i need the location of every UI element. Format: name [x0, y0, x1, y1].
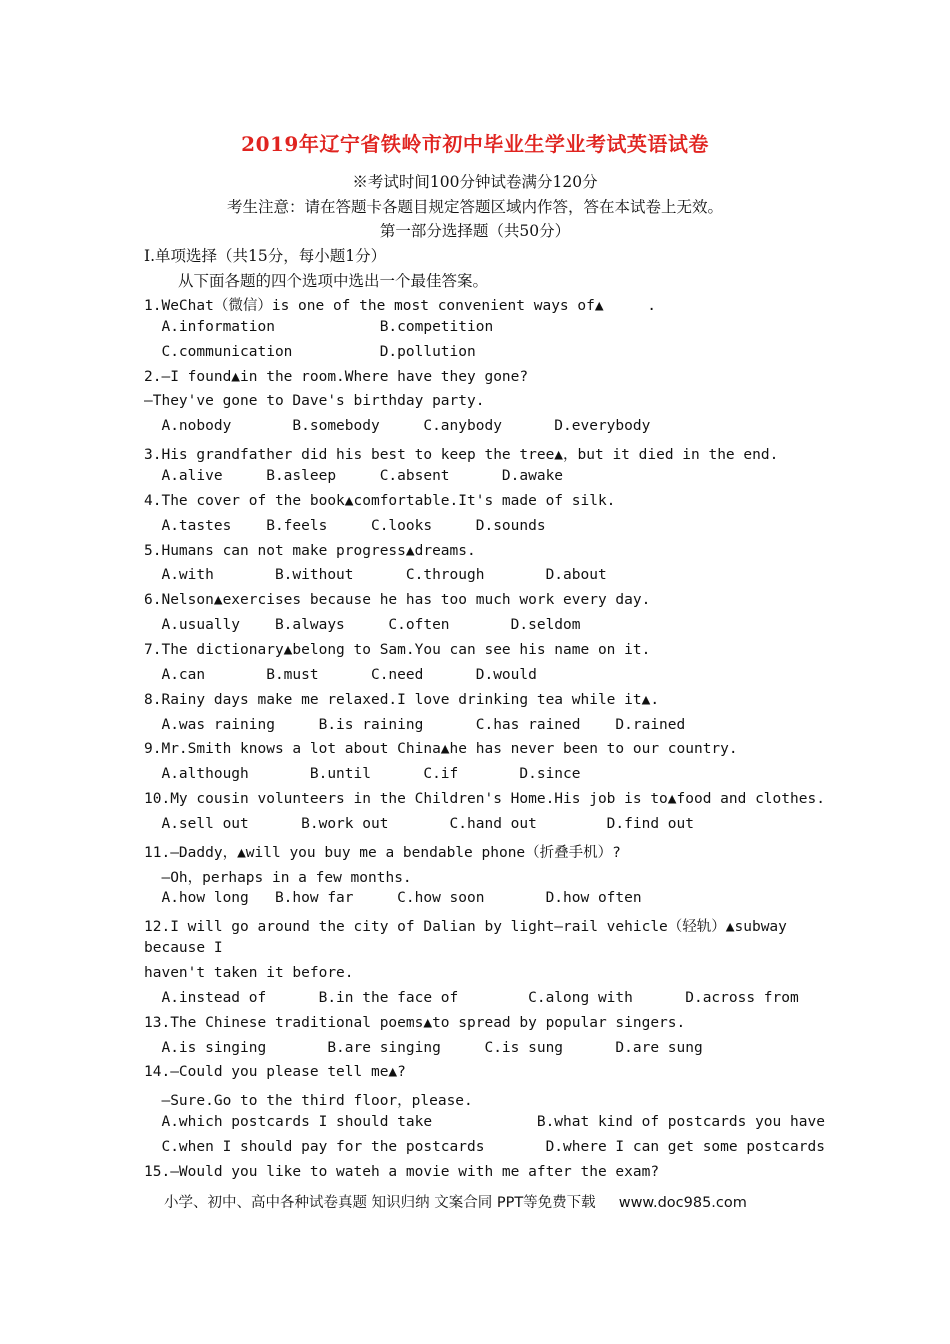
question-line: A.is singing B.are singing C.is sung D.are sung: [144, 1039, 703, 1056]
question-line: A.was raining B.is raining C.has rained D.rained: [144, 716, 686, 733]
question-line: 1.WeChat（微信）is one of the most convenient ways of▲ .: [144, 298, 656, 314]
question-line: 10.My cousin volunteers in the Children's Home.His job is to▲food and clothes.: [144, 791, 825, 807]
question-line: A.instead of B.in the face of C.along with D.across from: [144, 989, 799, 1006]
question-line: A.sell out B.work out C.hand out D.find out: [144, 815, 694, 832]
question-line: 5.Humans can not make progress▲dreams.: [144, 542, 476, 559]
question-line: 9.Mr.Smith knows a lot about China▲he has never been to our country.: [144, 741, 738, 758]
question-line: —They've gone to Dave's birthday party.: [144, 393, 485, 410]
question-line: 3.His grandfather did his best to keep the tree▲，but it died in the end.: [144, 447, 779, 464]
section-heading: I.单项选择（共15分，每小题1分）: [144, 247, 387, 265]
question-line: 14.—Could you please tell me▲?: [144, 1064, 406, 1081]
question-line: A.which postcards I should take B.what kind of postcards you have: [144, 1114, 825, 1131]
question-line: C.when I should pay for the postcards D.where I can get some postcards: [144, 1138, 825, 1155]
section-instruction: 从下面各题的四个选项中选出一个最佳答案。: [178, 272, 489, 290]
question-line: A.can B.must C.need D.would: [144, 666, 537, 683]
question-line: —Sure.Go to the third floor，please.: [144, 1093, 473, 1110]
question-line: A.although B.until C.if D.since: [144, 766, 581, 783]
exam-notice: 考生注意：请在答题卡各题目规定答题区域内作答，答在本试卷上无效。: [226, 198, 723, 216]
exam-time: ※考试时间100分钟试卷满分120分: [352, 173, 598, 191]
question-line: 2.—I found▲in the room.Where have they gone?: [144, 368, 529, 385]
question-line: A.tastes B.feels C.looks D.sounds: [144, 517, 546, 534]
question-line: 13.The Chinese traditional poems▲to spread by popular singers.: [144, 1014, 686, 1031]
part-one-heading: 第一部分选择题（共50分）: [379, 222, 571, 240]
question-line: —Oh，perhaps in a few months.: [144, 869, 412, 886]
exam-title: 2019年辽宁省铁岭市初中毕业生学业考试英语试卷: [241, 132, 709, 156]
question-line: 7.The dictionary▲belong to Sam.You can see his name on it.: [144, 641, 651, 658]
question-line: A.usually B.always C.often D.seldom: [144, 617, 581, 633]
question-line: A.with B.without C.through D.about: [144, 567, 607, 584]
question-line: 4.The cover of the book▲comfortable.It's made of silk.: [144, 492, 616, 509]
question-line: 15.—Would you like to wateh a movie with me after the exam?: [144, 1163, 660, 1180]
question-line: 12.I will go around the city of Dalian by light—rail vehicle（轻轨）▲subway: [144, 919, 787, 936]
question-line: because I: [144, 940, 223, 957]
question-line: haven't taken it before.: [144, 965, 354, 981]
question-line: A.how long B.how far C.how soon D.how often: [144, 890, 642, 907]
footer-ad: 小学、初中、高中各种试卷真题 知识归纳 文案合同 PPT等免费下载 www.doc985.com: [164, 1195, 747, 1211]
question-line: A.alive B.asleep C.absent D.awake: [144, 468, 564, 484]
question-line: 8.Rainy days make me relaxed.I love drinking tea while it▲.: [144, 691, 660, 708]
question-line: C.communication D.pollution: [144, 343, 476, 360]
question-line: A.information B.competition: [144, 318, 494, 335]
question-line: A.nobody B.somebody C.anybody D.everybody: [144, 418, 651, 435]
question-line: 11.—Daddy，▲will you buy me a bendable phone（折叠手机）?: [144, 844, 621, 861]
question-line: 6.Nelson▲exercises because he has too much work every day.: [144, 592, 651, 609]
